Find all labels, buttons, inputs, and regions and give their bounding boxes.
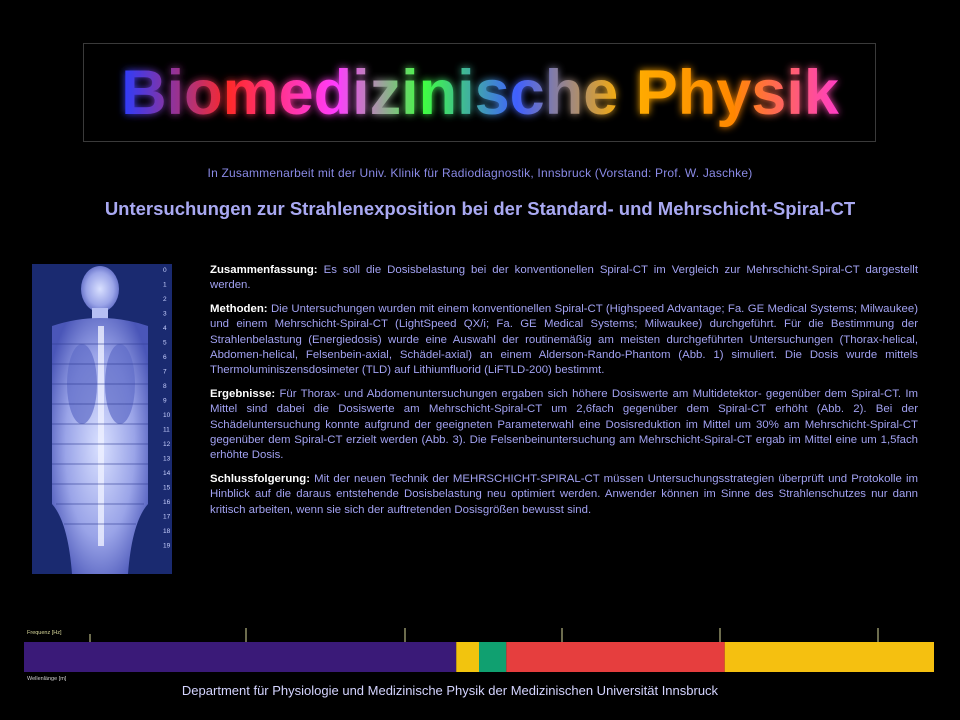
section-label: Zusammenfassung: — [210, 264, 318, 276]
frequency-axis-label: Frequenz [Hz] — [27, 630, 62, 636]
section-text: Die Untersuchungen wurden mit einem konventionellen Spiral-CT (Highspeed Advantage; Fa. GE Medical Systems; Milwaukee) und einem Mehrschicht-Spiral-CT (LightSpeed QX/i; Fa. GE Medical Systems; Milwaukee) durchgeführt. Für die Bestimmung der Strahlenbelastung (Energiedosis) wurde eine Auswahl der routinemäßig am meisten durchgeführten Untersuchungen (Thorax-helical, Abdomen-helical, Felsenbein-axial, Schädel-axial) an einem Alderson-Rando-Phantom (Abb. 1) simuliert. Die Dosis wurde mittels Thermoluminiszensdosimeter (TLD) auf Lithiumfluorid (LiFTLD-200) bestimmt. — [210, 302, 918, 377]
spectrum-band — [725, 642, 934, 672]
abstract — [210, 263, 918, 526]
phantom-slice-number: 15 — [163, 484, 171, 492]
phantom-slice-number: 3 — [163, 310, 167, 318]
em-spectrum-bar — [20, 622, 940, 684]
section-label: Ergebnisse: — [210, 387, 276, 400]
spectrum-band — [479, 642, 506, 672]
section-label: Methoden: — [210, 302, 268, 315]
phantom-slice-number: 11 — [163, 426, 170, 434]
phantom-slice-number: 13 — [163, 455, 171, 463]
spectrum-band — [456, 642, 479, 672]
section-text: Mit der neuen Technik der MEHRSCHICHT-SPIRAL-CT müssen Untersuchungsstrategien überprüft und Protokolle im Hinblick auf die daraus entstehende Dosisbelastung neu optimiert werden. Anwender können im Sinne des Strahlenschutzes nur dann kritisch arbeiten, wenn sie sich der auftretenden Dosisgrößen bewusst sind. — [210, 472, 918, 516]
phantom-slice-number: 17 — [163, 513, 171, 521]
phantom-slice-number: 14 — [163, 470, 171, 477]
phantom-slice-number: 1 — [163, 281, 167, 289]
logo-banner — [83, 43, 876, 142]
section-results — [210, 387, 918, 464]
section-methods — [210, 302, 918, 379]
phantom-slice-number: 8 — [163, 383, 167, 390]
logo-title: Biomedizinische Physik — [121, 58, 839, 128]
phantom-slice-number: 19 — [163, 542, 171, 550]
department-footer: Department für Physiologie und Medizinische Physik der Medizinischen Universität Innsbruck — [181, 683, 719, 698]
phantom-image — [32, 264, 172, 574]
phantom-slice-number: 5 — [163, 339, 167, 347]
wavelength-axis-label: Wellenlänge [m] — [27, 676, 67, 682]
page-title: Untersuchungen zur Strahlenexposition bei der Standard- und Mehrschicht-Spiral-CT — [104, 198, 856, 219]
spectrum-band — [506, 642, 724, 672]
phantom-slice-number: 6 — [163, 354, 167, 361]
collaboration-line: In Zusammenarbeit mit der Univ. Klinik für Radiodiagnostik, Innsbruck (Vorstand: Prof. W. Jaschke) — [207, 166, 753, 180]
phantom-slice-number: 4 — [163, 325, 167, 332]
phantom-slice-number: 0 — [163, 267, 167, 274]
phantom-slice-number: 12 — [163, 441, 171, 448]
section-text: Es soll die Dosisbelastung bei der konventionellen Spiral-CT im Vergleich zur Mehrschicht-Spiral-CT dargestellt werden. — [210, 264, 918, 292]
phantom-slice-number: 18 — [163, 528, 171, 535]
logo-graphic — [84, 44, 875, 141]
phantom-slice-number: 10 — [163, 412, 171, 419]
spectrum-band — [24, 642, 456, 672]
phantom-slice-number: 9 — [163, 397, 167, 405]
section-label: Schlussfolgerung: — [210, 472, 310, 485]
section-text: Für Thorax- und Abdomenuntersuchungen ergaben sich höhere Dosiswerte am Multidetektor- gegenüber dem Spiral-CT. Im Mittel sind dabei die Dosiswerte am Mehrschicht-Spiral-CT um 2,6fach gegenüber dem Spiral-CT erhöht (Abb. 2). Bei der Schädeluntersuchung konnte aufgrund der geeigneten Parameterwahl eine Dosisreduktion im Mittel um 30% am Mehrschicht-Spiral-CT gegenüber dem Spiral-CT erzielt werden (Abb. 3). Die Felsenbeinuntersuchung am Mehrschicht-Spiral-CT ergab im Mittel eine um 1,5fach erhöhte Dosis. — [210, 387, 918, 462]
phantom-slice-number: 7 — [163, 368, 167, 376]
phantom-slice-number: 16 — [163, 499, 171, 506]
phantom-slice-number: 2 — [163, 296, 167, 303]
section-summary — [210, 263, 918, 294]
section-conclusion — [210, 472, 918, 518]
